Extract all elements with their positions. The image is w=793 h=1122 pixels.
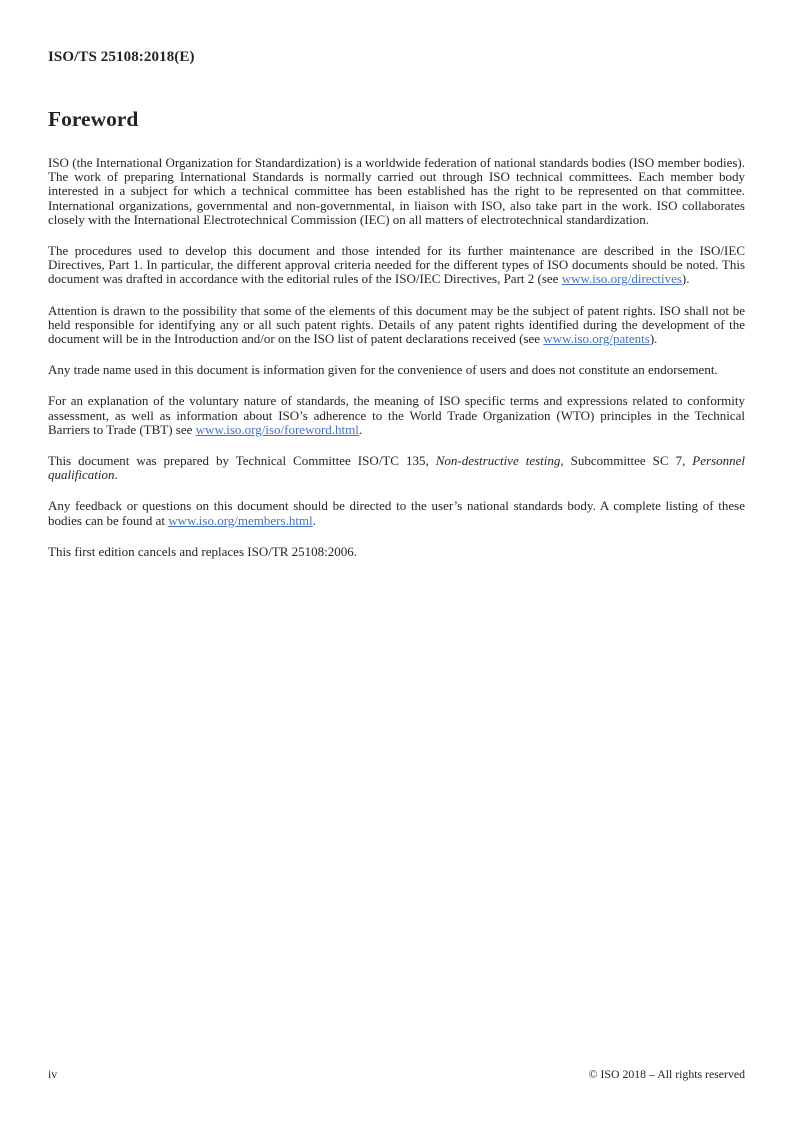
text-run: Attention is drawn to the possibility that some of the elements of this document may be the subject of patent rights. ISO shall not be held responsible for identifying any or all such patent rights. Details of any patent rights identified during the development of the document will be in the Introduction and/or on the ISO list of patent declarations received (see [48, 302, 745, 347]
external-link[interactable]: www.iso.org/directives [561, 271, 682, 287]
text-run: ISO (the International Organization for Standardization) is a worldwide federation of national standards bodies (ISO member bodies). The work of preparing International Standards is normally carried out through ISO technical committees. Each member body interested in a subject for which a technical committee has been established has the right to be represented on that committee. International organizations, governmental and non-governmental, in liaison with ISO, also take part in the work. ISO collaborates closely with the International Electrotechnical Commission (IEC) on all matters of electrotechnical standardization. [48, 155, 745, 227]
text-run: . [312, 512, 316, 528]
copyright-notice: © ISO 2018 – All rights reserved [588, 1067, 745, 1081]
text-run: Any trade name used in this document is information given for the convenience of users and does not constitute an endorsement. [48, 362, 718, 378]
text-run: This first edition cancels and replaces ISO/TR 25108:2006. [48, 543, 358, 559]
external-link[interactable]: www.iso.org/patents [543, 331, 650, 347]
text-run: Any feedback or questions on this document should be directed to the user’s national standards body. A complete listing of these bodies can be found at [48, 498, 745, 528]
foreword-paragraph [48, 499, 745, 527]
page-number: iv [48, 1067, 58, 1081]
text-run: This document was prepared by Technical Committee ISO/TC 135, [48, 453, 436, 469]
foreword-paragraph [48, 156, 745, 227]
foreword-content [48, 156, 745, 559]
external-link[interactable]: www.iso.org/members.html [168, 512, 313, 528]
text-run: . [358, 421, 363, 437]
text-run: ). [649, 331, 658, 347]
text-run: , Subcommittee SC 7, [560, 453, 693, 469]
italic-text: Personnel qualification [48, 453, 746, 483]
foreword-paragraph [48, 545, 745, 559]
document-reference: ISO/TS 25108:2018(E) [48, 49, 195, 65]
external-link[interactable]: www.iso.org/iso/foreword.html [195, 421, 359, 437]
page-title: Foreword [48, 107, 139, 131]
page-footer [48, 1067, 745, 1082]
foreword-paragraph [48, 454, 745, 482]
text-run: ). [681, 271, 690, 287]
foreword-paragraph [48, 304, 745, 347]
foreword-paragraph [48, 244, 745, 287]
foreword-paragraph [48, 394, 745, 437]
text-run: . [114, 467, 118, 483]
text-run: For an explanation of the voluntary nature of standards, the meaning of ISO specific terms and expressions related to conformity assessment, as well as information about ISO’s adherence to the World Trade Organization (WTO) principles in the Technical Barriers to Trade (TBT) see [48, 393, 745, 437]
text-run: The procedures used to develop this document and those intended for its further maintenance are described in the ISO/IEC Directives, Part 1. In particular, the different approval criteria needed for the different types of ISO documents should be noted. This document was drafted in accordance with the editorial rules of the ISO/IEC Directives, Part 2 (see [48, 243, 745, 287]
foreword-paragraph [48, 363, 745, 377]
italic-text: Non-destructive testing [435, 453, 561, 469]
